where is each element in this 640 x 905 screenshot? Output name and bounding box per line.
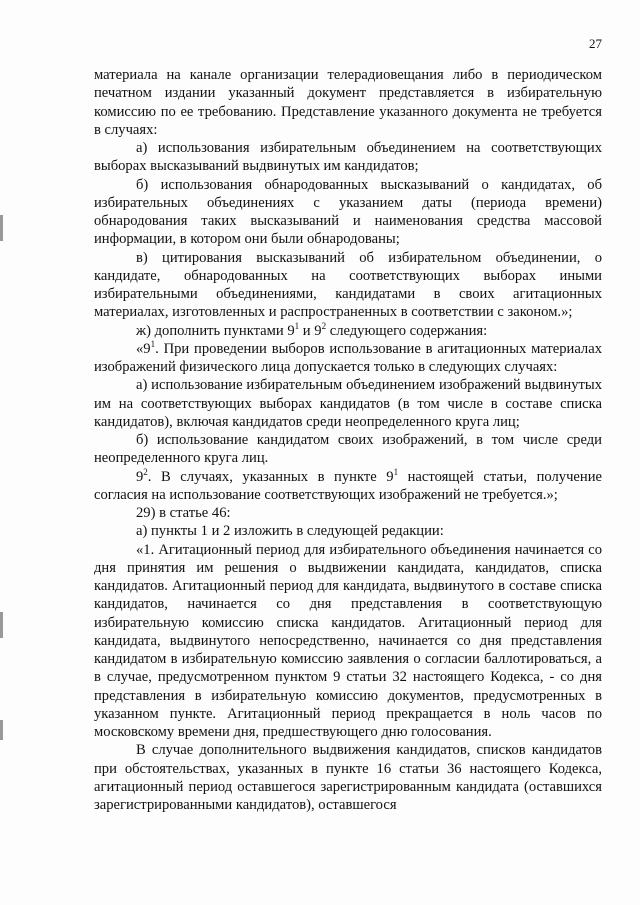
superscript: 1 xyxy=(393,466,399,477)
paragraph-text: в) цитирования высказываний об избирательном объединении, о кандидате, обнародованных на соответствующих выборах иными избирательными объединениями, кандидатами в своих агитационных материалах, изготовленных и распространенных в соответствии с законом.»; xyxy=(94,249,602,321)
paragraph-text: материала на канале организации телерадиовещания либо в периодическом печатном издании указанный документ представляется в избирательную комиссию по ее требованию. Представление указанного документа не требуется в случаях: xyxy=(94,67,602,138)
superscript: 1 xyxy=(294,320,300,331)
paragraph xyxy=(94,741,602,814)
paragraph xyxy=(94,431,602,468)
paragraph xyxy=(94,522,602,540)
paragraph xyxy=(94,176,602,249)
paragraph-text: б) использование кандидатом своих изображений, в том числе среди неопределенного круга лиц. xyxy=(94,432,602,467)
page-number: 27 xyxy=(589,36,602,51)
paragraph-text: 9 xyxy=(136,468,144,485)
superscript: 1 xyxy=(150,338,156,349)
paragraph-text: следующего содержания: xyxy=(326,322,488,339)
paragraph-text: 29) в статье 46: xyxy=(136,505,231,521)
paragraph-text: настоящей статьи, получение согласия на использование соответствующих изображений не требуется.»; xyxy=(94,468,602,503)
scan-edge-mark xyxy=(0,215,3,241)
superscript: 2 xyxy=(143,466,148,477)
paragraph xyxy=(94,66,602,139)
paragraph-text: б) использования обнародованных высказываний о кандидатах, об избирательных объединениях с указанием даты (периода времени) обнародования таких высказываний и наименования средства массовой информации, в котором они были обнародованы; xyxy=(94,176,602,248)
paragraph-text: а) пункты 1 и 2 изложить в следующей редакции: xyxy=(136,523,444,540)
paragraph xyxy=(94,139,602,176)
paragraph-text: В случае дополнительного выдвижения кандидатов, списков кандидатов при обстоятельствах, указанных в пункте 16 статьи 36 настоящего Кодекса, агитационный период оставшегося зарегистрированным кандидата (оставшихся зарегистрированными кандидатов), оставшегося xyxy=(94,742,602,813)
paragraph-text: а) использования избирательным объединением на соответствующих выборах высказываний выдвинутых им кандидатов; xyxy=(94,140,602,175)
scan-edge-mark xyxy=(0,720,3,740)
paragraph xyxy=(94,322,602,340)
paragraph xyxy=(94,504,602,522)
document-body xyxy=(94,66,602,814)
paragraph-text: ж) дополнить пунктами 9 xyxy=(136,322,295,339)
paragraph-text: и 9 xyxy=(299,322,322,339)
paragraph-text: а) использование избирательным объединением изображений выдвинутых им на соответствующих выборах кандидатов (в том числе в составе списка кандидатов), включая кандидатов среди неопределенного круга лиц; xyxy=(94,377,602,430)
paragraph-text: . В случаях, указанных в пункте 9 xyxy=(147,468,394,485)
scan-edge-mark xyxy=(0,612,3,638)
superscript: 2 xyxy=(321,320,327,331)
paragraph-text: . При проведении выборов использование в агитационных материалах изображений физического лица допускается только в следующих случаях: xyxy=(94,340,602,375)
paragraph xyxy=(94,468,602,505)
paragraph-text: «1. Агитационный период для избирательного объединения начинается со дня принятия им решения о выдвижении кандидата, кандидатов, списка кандидатов. Агитационный период для кандидата, выдвинутого в составе списка кандидатов, начинается со дня представления в соответствующую избирательную комиссию списка кандидатов. Агитационный период для кандидата, выдвинутого непосредственно, начинается со дня представления кандидатом в избирательную комиссию заявления о согласии баллотироваться, а в случае, предусмотренном пунктом 9 статьи 32 настоящего Кодекса, - со дня представления в избирательную комиссию документов, предусмотренных в указанном пункте. Агитационный период прекращается в ноль часов по московскому времени дня, предшествующего дню голосования. xyxy=(94,541,602,740)
paragraph xyxy=(94,541,602,742)
paragraph xyxy=(94,249,602,322)
paragraph xyxy=(94,340,602,377)
paragraph xyxy=(94,376,602,431)
paragraph-text: «9 xyxy=(136,340,151,357)
